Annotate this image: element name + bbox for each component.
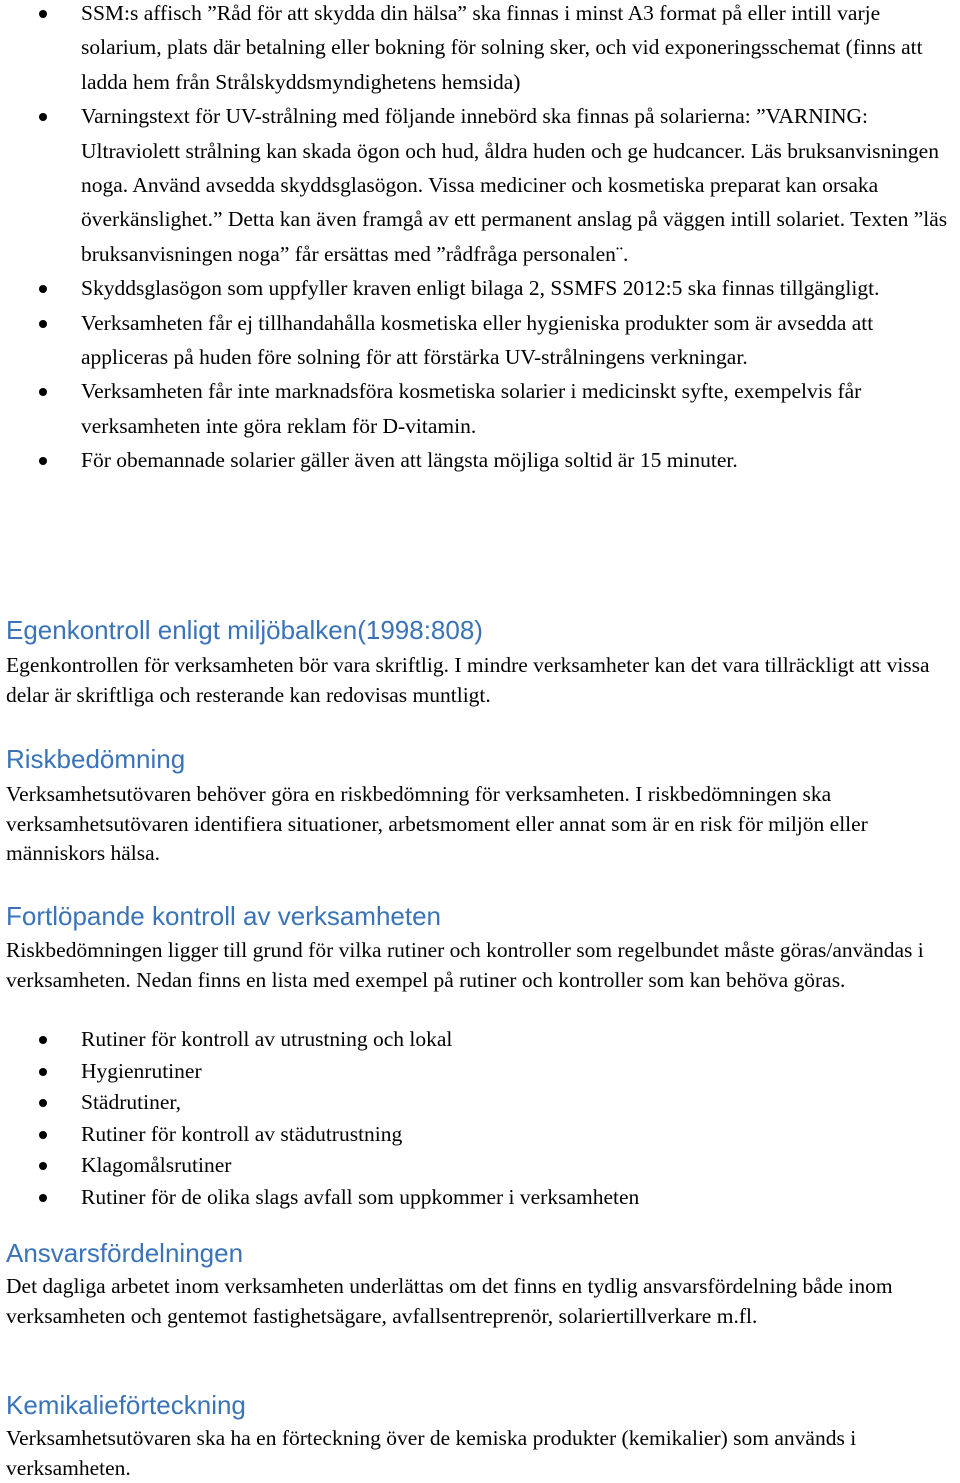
bullet-icon <box>39 1194 47 1202</box>
list-item <box>0 1150 960 1182</box>
section-fortlopande <box>6 900 956 995</box>
list-item-text: Varningstext för UV-strålning med följande innebörd ska finnas på solarierna: ”VARNING: Ultraviolett strålning kan skada ögon och hud, åldra huden och ge hudcancer. Läs bruksanvisningen noga. Använd avsedda skyddsglasögon. Vissa mediciner och kosmetiska preparat kan orsaka överkänslighet.” Detta kan även framgå av ett permanent anslag på väggen intill solariet. Texten ”läs bruksanvisningen noga” får ersättas med ”rådfråga personalen¨. <box>81 104 948 266</box>
bullet-icon <box>39 1131 47 1139</box>
bullet-icon <box>39 10 47 18</box>
list-item <box>0 306 960 375</box>
list-item-text: Rutiner för kontroll av utrustning och lokal <box>81 1027 453 1051</box>
section-text: Verksamhetsutövaren ska ha en förteckning över de kemiska produkter (kemikalier) som används i verksamheten. <box>6 1426 857 1480</box>
bullet-icon <box>39 1036 47 1044</box>
list-item <box>0 1182 960 1214</box>
list-item-text: Städrutiner, <box>81 1090 182 1115</box>
list-item-text: Verksamheten får inte marknadsföra kosmetiska solarier i medicinskt syfte, exempelvis får verksamheten inte göra reklam för D-vitamin. <box>81 379 862 438</box>
list-item-text: Verksamheten får ej tillhandahålla kosmetiska eller hygieniska produkter som är avsedda att appliceras på huden före solning för att förstärka UV-strålningens verkningar. <box>81 310 874 370</box>
bullet-icon <box>39 285 47 293</box>
section-heading: Fortlöpande kontroll av verksamheten <box>6 901 442 931</box>
list-item <box>0 1056 960 1088</box>
list-item <box>0 1119 960 1151</box>
list-item <box>0 1087 960 1119</box>
list-item-text: Klagomålsrutiner <box>81 1153 232 1178</box>
section-egenkontroll <box>6 614 956 710</box>
section-ansvar <box>6 1237 956 1331</box>
section-heading: Egenkontroll enligt miljöbalken(1998:808) <box>6 615 483 645</box>
bullet-icon <box>39 388 47 396</box>
list-item-text: Rutiner för de olika slags avfall som uppkommer i verksamheten <box>81 1184 640 1209</box>
section-text: Det dagliga arbetet inom verksamheten underlättas om det finns en tydlig ansvarsfördelning både inom verksamheten och gentemot fastighetsägare, avfallsentreprenör, solariertillverkare m.fl. <box>6 1274 893 1328</box>
section-text: Riskbedömningen ligger till grund för vilka rutiner och kontroller som regelbundet måste göras/användas i verksamheten. Nedan finns en lista med exempel på rutiner och kontroller som kan behöva göras. <box>6 938 924 992</box>
list-item-text: Rutiner för kontroll av städutrustning <box>81 1121 403 1146</box>
list-item-text: SSM:s affisch ”Råd för att skydda din hälsa” ska finnas i minst A3 format på eller intill varje solarium, plats där betalning eller bokning för solning sker, och vid exponeringsschemat (finns att ladda hem från Strålskyddsmyndighetens hemsida) <box>81 1 923 94</box>
list-item <box>0 99 960 271</box>
section-heading: Riskbedömning <box>6 744 186 774</box>
section-kemikalie <box>6 1389 956 1483</box>
section-heading: Kemikalieförteckning <box>6 1390 246 1420</box>
list-item <box>0 443 960 477</box>
list-item <box>0 271 960 305</box>
list-item <box>0 1024 960 1056</box>
bullet-icon <box>39 1162 47 1170</box>
section-heading: Ansvarsfördelningen <box>6 1238 244 1268</box>
section-text: Egenkontrollen för verksamheten bör vara skriftlig. I mindre verksamheter kan det vara tillräckligt att vissa delar är skriftliga och resterande kan redovisas muntligt. <box>6 653 930 707</box>
list-item <box>0 374 960 443</box>
list-item-text: Skyddsglasögon som uppfyller kraven enligt bilaga 2, SSMFS 2012:5 ska finnas tillgängligt. <box>81 276 880 301</box>
list-item-text: Hygienrutiner <box>81 1058 202 1083</box>
section-riskbedomning <box>6 743 956 869</box>
bullet-icon <box>39 113 47 121</box>
bullet-icon <box>39 1099 47 1107</box>
bullet-icon <box>39 1068 47 1076</box>
requirements-list <box>0 0 960 478</box>
bullet-icon <box>39 457 47 465</box>
list-item <box>0 0 960 99</box>
section-text: Verksamhetsutövaren behöver göra en riskbedömning för verksamheten. I riskbedömningen ska verksamhetsutövaren identifiera situationer, arbetsmoment eller annat som är en risk för miljön eller människors hälsa. <box>6 782 868 865</box>
bullet-icon <box>39 320 47 328</box>
routines-list <box>0 1024 960 1214</box>
list-item-text: För obemannade solarier gäller även att längsta möjliga soltid är 15 minuter. <box>81 448 738 473</box>
